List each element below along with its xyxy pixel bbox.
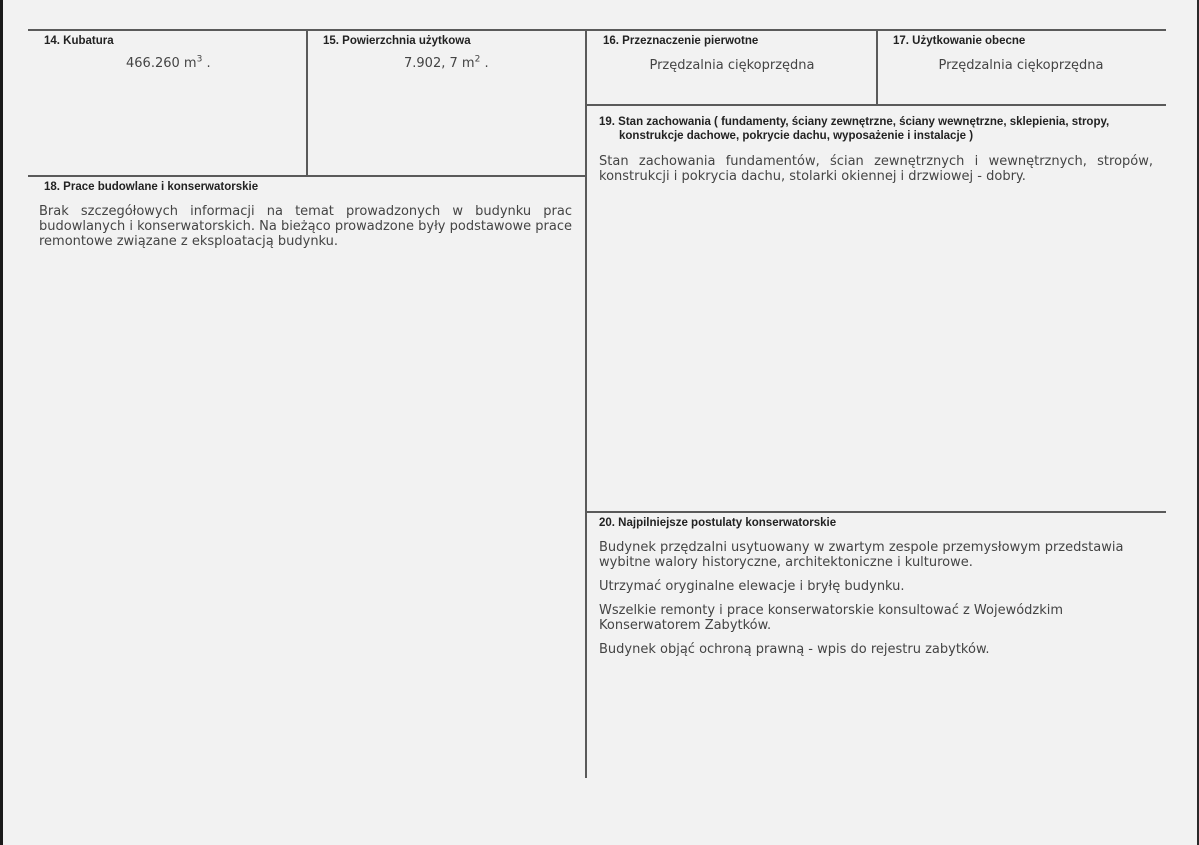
postulate-3: Wszelkie remonty i prace konserwatorskie konsultować z Wojewódzkim Konserwatorem Zabytków. [599, 603, 1064, 633]
field-17-label: 17. Użytkowanie obecne [893, 35, 1026, 47]
field-14-number: 466.260 [126, 56, 180, 71]
field-14-dot: . [206, 56, 211, 71]
postulate-1: Budynek przędzalni usytuowany w zwartym zespole przemysłowym przedstawia wybitne walory historyczne, architektoniczne i kulturowe. [599, 540, 1124, 570]
field-18-text: Brak szczegółowych informacji na temat prowadzonych w budynku prac budowlanych i konserwatorskich. Na bieżąco prowadzone były podstawowe prace remontowe związane z eksploatacją budynku. [39, 204, 572, 249]
field-18-label: 18. Prace budowlane i konserwatorskie [44, 181, 259, 193]
field-15-dot: . [484, 56, 489, 71]
field-14-exponent: 3 [196, 54, 203, 65]
top-rule [28, 29, 1166, 31]
rule-above-20 [587, 511, 1166, 513]
field-15-value [404, 56, 514, 71]
field-19-text: Stan zachowania fundamentów, ścian zewnętrznych i wewnętrznych, stropów, konstrukcji i pokrycia dachu, stolarki okiennej i drzwiowej - dobry. [599, 154, 1153, 184]
field-20-label: 20. Najpilniejsze postulaty konserwatorskie [599, 517, 837, 529]
scan-edge-left [0, 0, 3, 845]
field-14-value [126, 56, 226, 71]
field-14-unit: m [183, 56, 197, 71]
field-19-label-line1: 19. Stan zachowania ( fundamenty, ściany zewnętrzne, ściany wewnętrzne, sklepienia, stropy, [599, 116, 1110, 128]
field-15-unit: m [461, 56, 475, 71]
divider-14-15 [306, 29, 308, 176]
field-19-label-line2: konstrukcje dachowe, pokrycie dachu, wyposażenie i instalacje ) [619, 130, 974, 142]
field-15-label: 15. Powierzchnia użytkowa [323, 35, 471, 47]
main-column-divider [585, 29, 587, 778]
field-20-text [599, 540, 1155, 666]
field-16-value: Przędzalnia ciękoprzędna [649, 58, 815, 73]
field-16-label: 16. Przeznaczenie pierwotne [603, 35, 759, 47]
field-15-exponent: 2 [474, 54, 481, 65]
postulate-2: Utrzymać oryginalne elewacje i bryłę budynku. [599, 579, 905, 594]
field-17-value: Przędzalnia ciękoprzędna [938, 58, 1104, 73]
field-14-label: 14. Kubatura [44, 35, 114, 47]
field-15-number: 7.902, 7 [404, 56, 458, 71]
postulate-4: Budynek objąć ochroną prawną - wpis do rejestru zabytków. [599, 642, 990, 657]
